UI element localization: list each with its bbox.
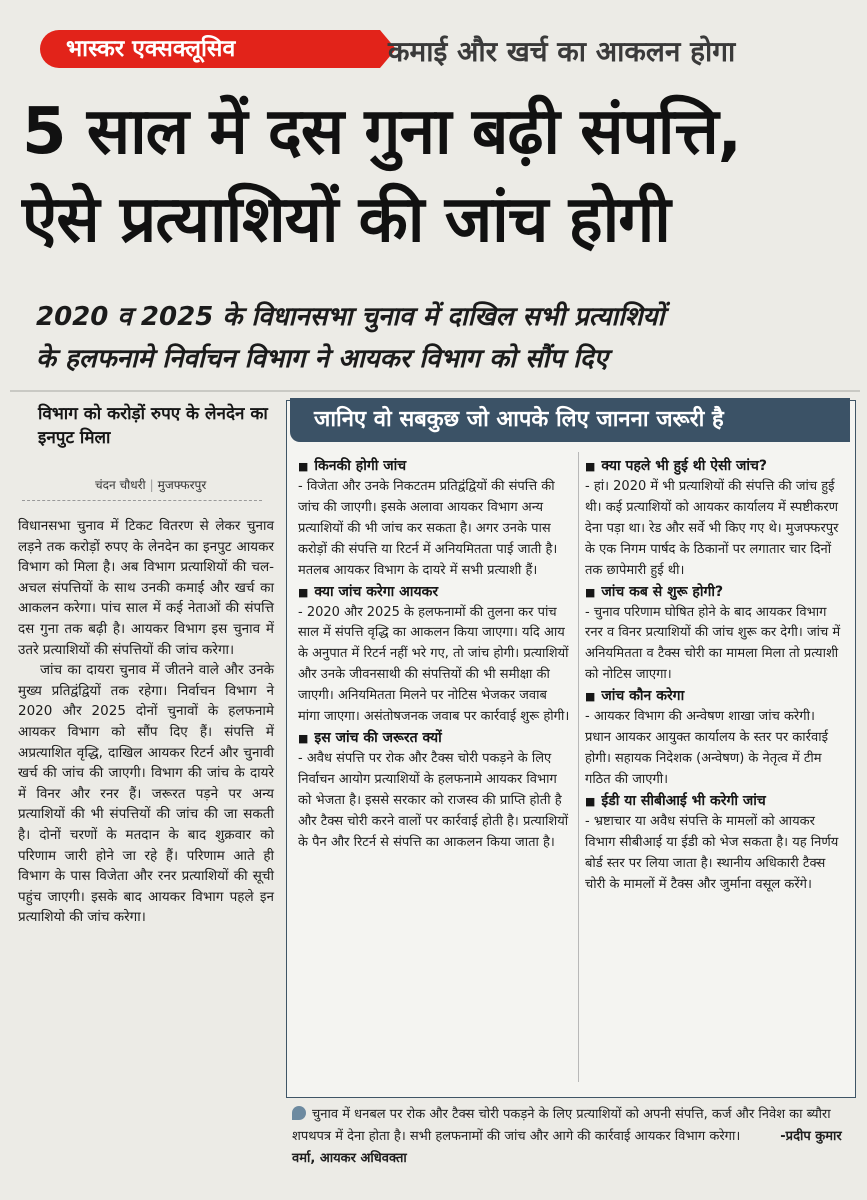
qa-section	[298, 456, 570, 582]
qa-section	[585, 686, 843, 791]
bullet-icon: ■	[585, 460, 596, 473]
qa-answer: - चुनाव परिणाम घोषित होने के बाद आयकर विभाग रनर व विनर प्रत्याशियों की जांच शुरू कर देगी। जांच में अनियमितता व टैक्स चोरी का मामला मिला तो प्रत्याशी को नोटिस जाएगा।	[585, 604, 841, 683]
bullet-icon: ■	[585, 794, 596, 808]
kicker: कमाई और खर्च का आकलन होगा	[388, 35, 736, 68]
qa-heading	[298, 456, 570, 477]
qa-section	[585, 582, 843, 687]
bullet-icon: ■	[585, 585, 596, 599]
subheadline-line-2: के हलफनामे निर्वाचन विभाग ने आयकर विभाग को सौंप दिए	[36, 344, 608, 374]
qa-question: जांच कौन करेगा	[601, 688, 685, 705]
qa-section	[298, 582, 570, 728]
qa-section	[585, 456, 843, 582]
qa-answer: - अवैध संपत्ति पर रोक और टैक्स चोरी पकड़ने के लिए निर्वाचन आयोग प्रत्याशियों के हलफनामे आयकर विभाग को भेजता है। इससे सरकार को राजस्व की प्राप्ति होती है और टैक्स चोरी करने वालों पर कार्रवाई होती है। प्रत्याशियों के पैन और रिटर्न से संपत्ति का आकलन किया जाता है।	[298, 750, 569, 850]
byline	[95, 476, 206, 493]
headline-line-2: ऐसे प्रत्याशियों की जांच होगी	[22, 183, 670, 257]
byline-separator: |	[149, 478, 154, 492]
info-box-column-2	[585, 456, 843, 895]
qa-heading	[585, 791, 843, 812]
qa-question: इस जांच की जरूरत क्यों	[314, 729, 442, 746]
bullet-icon: ■	[298, 585, 309, 599]
bullet-icon: ■	[298, 731, 309, 745]
qa-answer: - 2020 और 2025 के हलफनामों की तुलना कर पांच साल में संपत्ति वृद्धि का आकलन किया जाएगा। यदि आय के अनुपात में रिटर्न नहीं भरे गए, तो जांच होगी। प्रत्याशियों और उनके जीवनसाथी की संपत्तियों की भी समीक्षा की जाएगी। अनियमितता मिलने पर नोटिस भेजकर जवाब मांगा जाएगा। असंतोषजनक जवाब पर कार्रवाई शुरू होगी।	[298, 604, 570, 725]
subheadline	[36, 296, 856, 380]
speech-bubble-icon	[292, 1106, 306, 1120]
article-paragraph: जांच का दायरा चुनाव में जीतने वाले और उनके मुख्य प्रतिद्वंद्वियों तक रहेगा। निर्वाचन विभाग ने 2020 और 2025 दोनों चुनावों के हलफनामे आयकर विभाग को सौंप दिए हैं। संपत्ति में अप्रत्याशित वृद्धि, दाखिल आयकर रिटर्न और चुनावी खर्च की जांच की जाएगी। विभाग की जांच के दायरे में विनर और रनर हैं। जरूरत पड़ने पर अन्य प्रत्याशियों की भी संपत्तियों की जांच की जा सकती है। दोनों चरणों के मतदान के बाद शुक्रवार को परिणाम जारी होने जा रहे हैं। परिणाम आते ही विभाग के पास विजेता और रनर प्रत्याशियों की सूची पहुंच जाएगी। इसके बाद आयकर विभाग पहले इन प्रत्याशियो की जांच करेगा।	[18, 662, 274, 926]
qa-heading	[585, 456, 843, 477]
left-article-body	[18, 516, 274, 928]
bullet-icon: ■	[585, 690, 596, 704]
qa-answer: - हां। 2020 में भी प्रत्याशियों की संपत्ति की जांच हुई थी। कई प्रत्याशियों को आयकर कार्यालय में स्पष्टीकरण देना पड़ा था। रेड और सर्वे भी किए गए थे। मुजफ्फरपुर के एक निगम पार्षद के ठिकानों पर लगातार चार दिनों तक छापेमारी हुई थी।	[585, 479, 839, 578]
qa-answer: - विजेता और उनके निकटतम प्रतिद्वंद्वियों की संपत्ति की जांच की जाएगी। इसके अलावा आयकर विभाग अन्य प्रत्याशियों की भी जांच कर सकता है। अगर उनके पास करोड़ों की संपत्ति या रिटर्न में अनियमितता पाई जाती है। मतलब आयकर विभाग के दायरे में सभी प्रत्याशी हैं।	[298, 479, 558, 578]
qa-section	[298, 728, 570, 854]
expert-quote	[292, 1104, 848, 1170]
bullet-icon: ■	[298, 460, 309, 473]
info-box-column-1	[298, 456, 570, 854]
qa-heading	[585, 686, 843, 707]
left-column-title: विभाग को करोड़ों रुपए के लेनदेन का इनपुट मिला	[38, 404, 268, 448]
divider	[10, 390, 860, 392]
qa-question: ईडी या सीबीआई भी करेगी जांच	[601, 792, 766, 809]
column-divider	[578, 452, 579, 1082]
headline	[22, 88, 852, 264]
byline-divider	[22, 500, 262, 501]
author: चंदन चौधरी	[95, 478, 146, 492]
qa-section	[585, 791, 843, 896]
quote-text: चुनाव में धनबल पर रोक और टैक्स चोरी पकड़ने के लिए प्रत्याशियों को अपनी संपत्ति, कर्ज और निवेश का ब्यौरा शपथपत्र में देना होता है। सभी हलफनामों की जांच और आगे की कार्रवाई आयकर विभाग करेगा।	[292, 1107, 831, 1144]
qa-answer: - भ्रष्टाचार या अवैध संपत्ति के मामलों को आयकर विभाग सीबीआई या ईडी को भेज सकता है। यह निर्णय बोर्ड स्तर पर लिया जाता है। स्थानीय अधिकारी टैक्स चोरी के मामलों में टैक्स और जुर्माना वसूल करेंगे।	[585, 813, 839, 892]
subheadline-line-1: 2020 व 2025 के विधानसभा चुनाव में दाखिल सभी प्रत्याशियों	[36, 302, 665, 332]
place: मुजफ्फरपुर	[157, 478, 207, 492]
exclusive-tag: भास्कर एक्सक्लूसिव	[40, 30, 380, 68]
article-paragraph: विधानसभा चुनाव में टिकट वितरण से लेकर चुनाव लड़ने तक करोड़ों रुपए के लेनदेन का इनपुट आयकर विभाग को मिला है। अब विभाग प्रत्याशियों की चल-अचल संपत्तियों के साथ उनकी कमाई और खर्च का आकलन करेगा। पांच साल में कई नेताओं की संपत्ति दस गुना तक बढ़ी है। आयकर विभाग इस चुनाव में उतरे प्रत्याशियों की संपत्तियों की जांच करेगा।	[18, 518, 274, 658]
qa-question: क्या पहले भी हुई थी ऐसी जांच?	[601, 458, 767, 474]
qa-question: जांच कब से शुरू होगी?	[601, 583, 724, 600]
qa-question: क्या जांच करेगा आयकर	[314, 583, 439, 600]
quote-author: -प्रदीप कुमार वर्मा, आयकर अधिवक्ता	[292, 1129, 842, 1166]
headline-line-1: 5 साल में दस गुना बढ़ी संपत्ति,	[22, 95, 741, 169]
qa-heading	[298, 728, 570, 749]
qa-answer: - आयकर विभाग की अन्वेषण शाखा जांच करेगी। प्रधान आयकर आयुक्त कार्यालय के स्तर पर कार्रवाई होगी। सहायक निदेशक (अन्वेषण) के नेतृत्व में टीम गठित की जाएगी।	[585, 709, 828, 787]
qa-heading	[298, 582, 570, 603]
info-box-title: जानिए वो सबकुछ जो आपके लिए जानना जरूरी है	[290, 398, 850, 442]
qa-question: किनकी होगी जांच	[314, 458, 407, 474]
qa-heading	[585, 582, 843, 603]
